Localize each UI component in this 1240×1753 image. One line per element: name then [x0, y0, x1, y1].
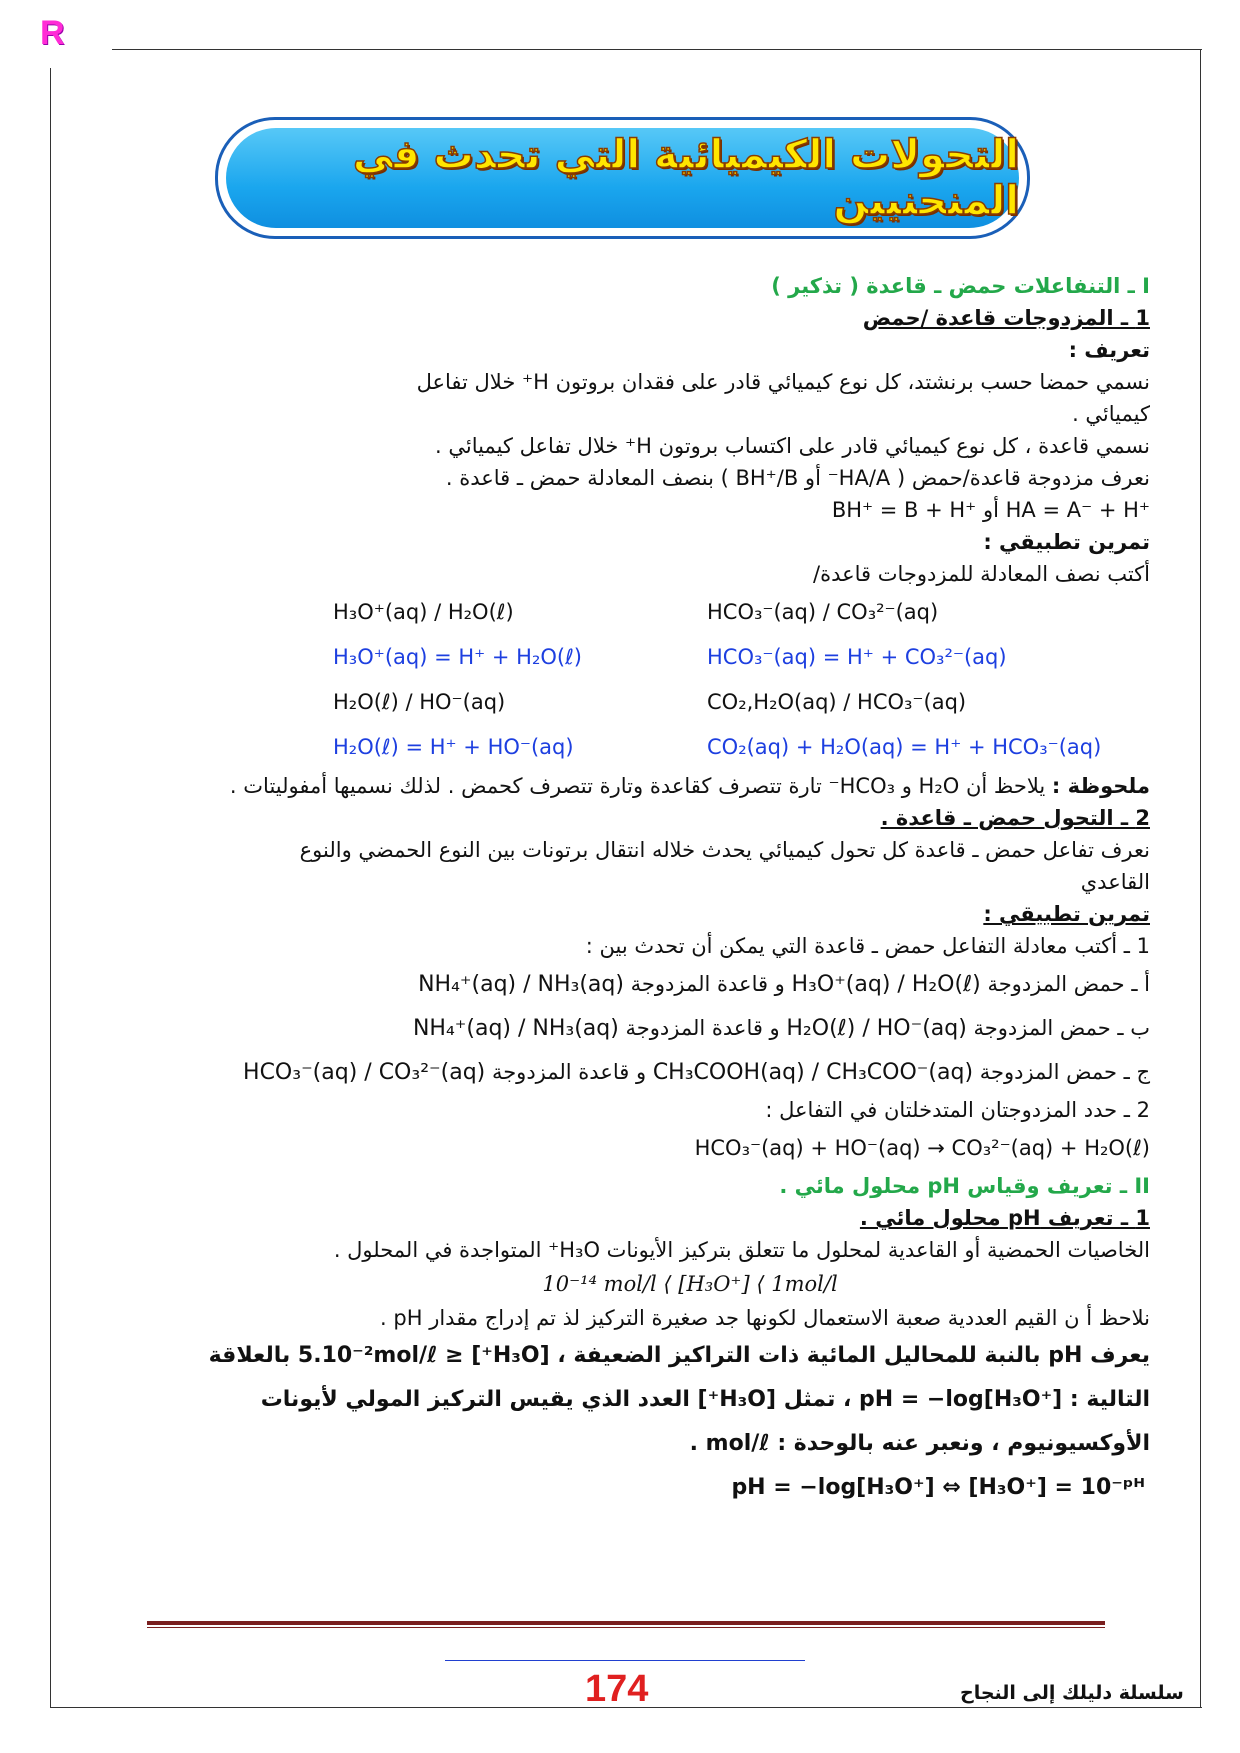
footer-rule: [147, 1621, 1105, 1625]
pair-row-answer: [150, 725, 1150, 770]
exercise2-item: [150, 962, 1150, 1006]
concentration-range: 10⁻¹⁴ mol/l ⟨ [H₃O⁺] ⟨ 1mol/l: [542, 1272, 838, 1296]
ph-final-equation: pH = −log[H₃O⁺] ⇔ [H₃O⁺] = 10⁻ᵖᴴ: [731, 1475, 1145, 1500]
item-base-couple: HCO₃⁻(aq) / CO₃²⁻(aq): [243, 1060, 486, 1085]
pair-right: HCO₃⁻(aq) = H⁺ + CO₃²⁻(aq): [707, 645, 1007, 669]
item-base-couple: NH₄⁺(aq) / NH₃(aq): [412, 1016, 619, 1041]
exercise2-item: [150, 1050, 1150, 1094]
note-text: يلاحظ أن H₂O و HCO₃⁻ تارة تتصرف كقاعدة وتارة تتصرف كحمض . لذلك نسميها أمفوليتات .: [229, 774, 1046, 798]
pair-row-answer: [150, 635, 1150, 680]
definition-acid-line2: كيميائي .: [1072, 402, 1150, 426]
item-mid: و قاعدة المزدوجة: [625, 1016, 780, 1040]
main-content: [150, 270, 1150, 1510]
exercise2-label: تمرين تطبيقي :: [983, 902, 1150, 926]
definition-label: تعريف :: [1068, 338, 1150, 362]
exercise-label: تمرين تطبيقي :: [983, 530, 1150, 554]
section2-text2: نلاحظ أ ن القيم العددية صعبة الاستعمال لكونها جد صغيرة التركيز لذ تم إدراج مقدار pH .: [380, 1306, 1150, 1330]
pair-left: H₃O⁺(aq) = H⁺ + H₂O(ℓ): [333, 645, 582, 669]
pair-left: H₂O(ℓ) / HO⁻(aq): [333, 690, 506, 714]
title-banner-inner: [226, 128, 1019, 228]
footer-rule-blue: [445, 1660, 805, 1661]
pair-right: CO₂(aq) + H₂O(aq) = H⁺ + HCO₃⁻(aq): [707, 735, 1102, 759]
frame-left-border: [50, 68, 51, 1708]
section1-sub2: 2 ـ التحول حمض ـ قاعدة .: [880, 806, 1150, 830]
item-prefix: أ ـ حمض المزدوجة: [987, 972, 1150, 996]
definition2-line1: نعرف تفاعل حمض ـ قاعدة كل تحول كيميائي يحدث خلاله انتقال برتونات بين النوع الحمضي والنوع: [299, 838, 1150, 862]
pair-left: H₂O(ℓ) = H⁺ + HO⁻(aq): [333, 735, 574, 759]
exercise2-item: [150, 1006, 1150, 1050]
pair-row: [150, 590, 1150, 635]
note-label: ملحوظة :: [1051, 774, 1150, 798]
item-mid: و قاعدة المزدوجة: [630, 972, 785, 996]
logo: R: [40, 14, 65, 52]
exercise2-reaction: HCO₃⁻(aq) + HO⁻(aq) → CO₃²⁻(aq) + H₂O(ℓ): [694, 1136, 1150, 1160]
exercise-text: أكتب نصف المعادلة للمزدوجات قاعدة/: [813, 562, 1150, 586]
series-title: سلسلة دليلك إلى النجاح: [960, 1682, 1184, 1704]
page-number: 174: [585, 1668, 649, 1710]
footer-rule: [147, 1627, 1105, 1628]
section2-text1: الخاصيات الحمضية أو القاعدية لمحلول ما تتعلق بتركيز الأيونات H₃O⁺ المتواجدة في المحلول .: [333, 1238, 1150, 1262]
item-acid-couple: H₃O⁺(aq) / H₂O(ℓ): [791, 972, 981, 997]
item-mid: و قاعدة المزدوجة: [491, 1060, 647, 1084]
item-acid-couple: CH₃COOH(aq) / CH₃COO⁻(aq): [652, 1060, 974, 1085]
section2-sub1: 1 ـ تعريف pH محلول مائي .: [859, 1206, 1150, 1230]
ph-definition-line1: يعرف pH بالنبة للمحاليل المائية ذات التراكيز الضعيفة ، [H₃O⁺] ≤ 5.10⁻²mol/ℓ بالعلاقة: [208, 1343, 1150, 1368]
definition-couple: نعرف مزدوجة قاعدة/حمض ( HA/A⁻ أو BH⁺/B ) بنصف المعادلة حمض ـ قاعدة .: [445, 466, 1150, 490]
item-prefix: ج ـ حمض المزدوجة: [979, 1060, 1150, 1084]
pair-left: H₃O⁺(aq) / H₂O(ℓ): [333, 600, 514, 624]
section1-heading: I ـ التنفاعلات حمض ـ قاعدة ( تذكير ): [771, 274, 1150, 298]
ph-definition-line3: الأوكسيونيوم ، ونعبر عنه بالوحدة : mol/ℓ .: [689, 1431, 1150, 1456]
definition2-line2: القاعدي: [1080, 870, 1150, 894]
item-acid-couple: H₂O(ℓ) / HO⁻(aq): [786, 1016, 967, 1041]
exercise2-question2: 2 ـ حدد المزدوجتان المتدخلتان في التفاعل :: [765, 1098, 1150, 1122]
item-base-couple: NH₄⁺(aq) / NH₃(aq): [418, 972, 624, 997]
frame-top-border: [112, 49, 1202, 50]
pair-right: CO₂,H₂O(aq) / HCO₃⁻(aq): [707, 690, 967, 714]
pair-row: [150, 680, 1150, 725]
page-title: التحولات الكيميائية التي تحدث في المنحنيين: [352, 132, 1019, 224]
section2-heading: II ـ تعريف وقياس pH محلول مائي .: [779, 1174, 1150, 1198]
ph-definition-line2: التالية : pH = −log[H₃O⁺] ، تمثل [H₃O⁺] العدد الذي يقيس التركيز المولي لأيونات: [260, 1387, 1150, 1412]
half-equation: BH⁺ = B + H⁺ أو HA = A⁻ + H⁺: [831, 498, 1150, 522]
item-prefix: ب ـ حمض المزدوجة: [973, 1016, 1150, 1040]
definition-acid-line1: نسمي حمضا حسب برنشتد، كل نوع كيميائي قادر على فقدان بروتون H⁺ خلال تفاعل: [416, 370, 1150, 394]
title-banner: [215, 117, 1030, 239]
note: [150, 770, 1150, 802]
pair-right: HCO₃⁻(aq) / CO₃²⁻(aq): [707, 600, 939, 624]
exercise2-question1: 1 ـ أكتب معادلة التفاعل حمض ـ قاعدة التي يمكن أن تحدث بين :: [585, 934, 1150, 958]
frame-right-border: [1200, 49, 1201, 1708]
section1-sub1: 1 ـ المزدوجات قاعدة /حمض: [862, 306, 1150, 330]
definition-base: نسمي قاعدة ، كل نوع كيميائي قادر على اكتساب بروتون H⁺ خلال تفاعل كيميائي .: [435, 434, 1150, 458]
